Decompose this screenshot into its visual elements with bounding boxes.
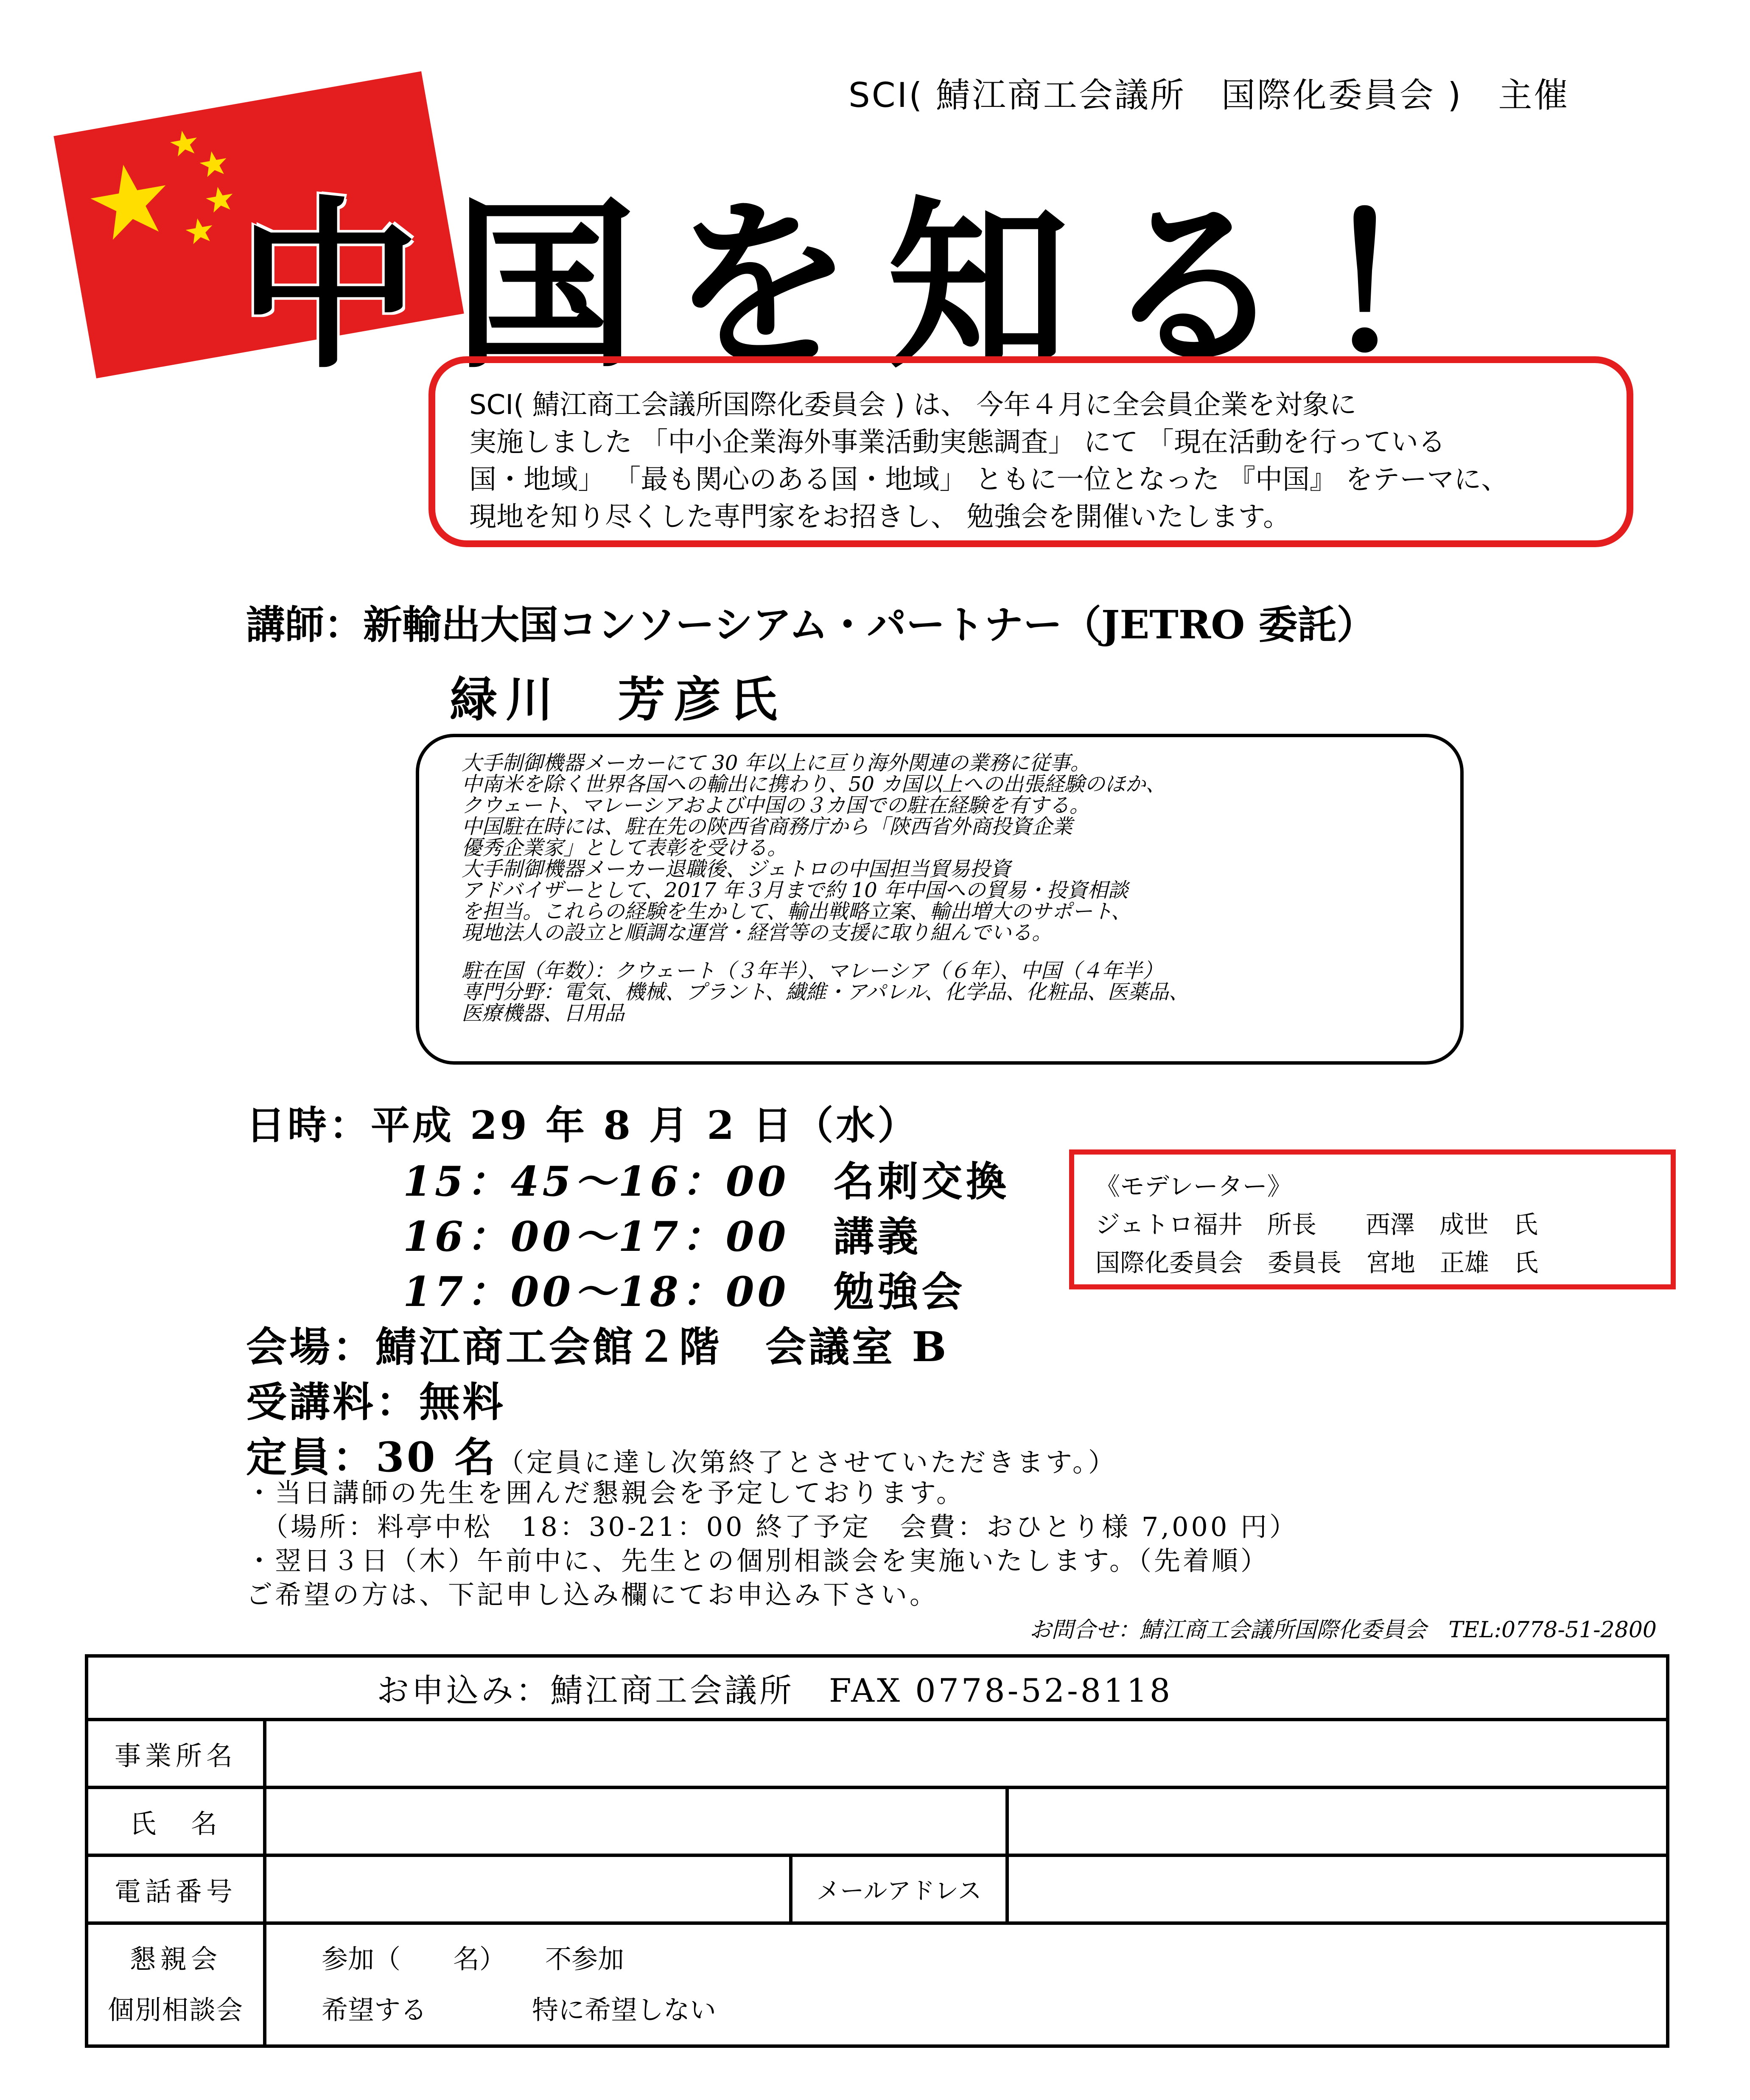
consult-options[interactable]: 希望する 特に希望しない	[322, 1994, 717, 2025]
lecturer-name: 緑川 芳彦氏	[450, 672, 786, 727]
event-date: 平成 29 年 8 月 2 日（水）	[371, 1102, 919, 1148]
contact-info: お問合せ：鯖江商工会議所国際化委員会 TEL:0778-51-2800	[1029, 1617, 1657, 1643]
bio-line: 現地法人の設立と順調な運営・経営等の支援に取り組んでいる。	[462, 921, 1053, 945]
lecturer-bio-box	[416, 734, 1464, 1065]
organizer-text: SCI( 鯖江商工会議所 国際化委員会 ) 主催	[848, 75, 1570, 115]
moderator-box	[1069, 1149, 1676, 1289]
intro-box	[428, 356, 1633, 547]
bio-line: 駐在国（年数）：クウェート（３年半）、マレーシア（６年）、中国（４年半）	[462, 959, 1163, 983]
bio-line: 大手制御機器メーカーにて 30 年以上に亘り海外関連の業務に従事。	[462, 751, 1091, 775]
application-form	[85, 1654, 1669, 2048]
party-options[interactable]: 参加（ 名） 不参加	[322, 1943, 624, 1974]
lecturer-label: 講師：	[246, 602, 364, 648]
options-field	[265, 1923, 1668, 2046]
moderator-row: ジェトロ福井 所長 西澤 成世 氏	[1095, 1210, 1538, 1239]
bio-line: アドバイザーとして、2017 年３月まで約 10 年中国への貿易・投資相談	[462, 878, 1128, 902]
venue-line: 会場：鯖江商工会館２階 会議室 B	[246, 1323, 949, 1371]
bio-line: クウェート、マレーシアおよび中国の３カ国での駐在経験を有する。	[462, 794, 1090, 817]
bio-line: 専門分野：電気、機械、プラント、繊維・アパレル、化学品、化粧品、医薬品、	[462, 980, 1189, 1004]
bio-line: 優秀企業家」として表彰を受ける。	[462, 836, 788, 860]
schedule-time: 17：00～18：00	[403, 1268, 790, 1316]
email-label: メールアドレス	[791, 1855, 1007, 1923]
schedule-time: 16：00～17：00	[403, 1213, 790, 1261]
datetime-label: 日時：	[246, 1102, 371, 1148]
schedule-item	[403, 1149, 1010, 1208]
consult-label: 個別相談会	[107, 1994, 244, 2025]
lecturer-title: 新輸出大国コンソーシアム・パートナー（JETRO 委託）	[363, 602, 1376, 648]
moderator-row: 国際化委員会 委員長 宮地 正雄 氏	[1095, 1248, 1539, 1277]
company-label: 事業所名	[87, 1720, 265, 1787]
notes-block	[246, 1476, 1298, 1612]
schedule-event: 名刺交換	[833, 1158, 1010, 1205]
options-labels	[87, 1923, 265, 2046]
note-line: （場所：料亭中松 18：30-21：00 終了予定 会費：おひとり様 7,000 円）	[246, 1511, 1299, 1542]
bio-line: 医療機器、日用品	[462, 1001, 625, 1025]
capacity-main: 定員：30 名	[246, 1433, 498, 1481]
company-field[interactable]	[265, 1720, 1668, 1787]
note-line: ・当日講師の先生を囲んだ懇親会を予定しております。	[246, 1477, 966, 1508]
name-label: 氏 名	[87, 1787, 265, 1855]
bio-line: 中国駐在時には、駐在先の陝西省商務庁から「陝西省外商投資企業	[462, 815, 1073, 839]
headline-title: 中国を知る！	[238, 179, 1536, 393]
name-field-1[interactable]	[265, 1787, 1007, 1855]
note-line: ・翌日３日（木）午前中に、先生との個別相談会を実施いたします。（先着順）	[246, 1545, 1270, 1576]
schedule-event: 講義	[833, 1213, 922, 1261]
party-label: 懇親会	[129, 1943, 221, 1974]
moderator-title: 《モデレーター》	[1095, 1172, 1292, 1201]
bio-line: を担当。これらの経験を生かして、輸出戦略立案、輸出増大のサポート、	[462, 900, 1131, 923]
bio-line	[462, 943, 1418, 960]
email-field[interactable]	[1007, 1855, 1668, 1923]
form-header: お申込み：鯖江商工会議所 FAX 0778-52-8118	[87, 1656, 1668, 1720]
bio-line: 中南米を除く世界各国への輸出に携わり、50 カ国以上への出張経験のほか、	[462, 772, 1166, 796]
intro-line: 現地を知り尽くした専門家をお招きし、 勉強会を開催いたします。	[469, 501, 1291, 533]
schedule-item	[403, 1205, 921, 1263]
note-line: ご希望の方は、下記申し込み欄にてお申込み下さい。	[246, 1579, 939, 1610]
intro-line: SCI( 鯖江商工会議所国際化委員会 ) は、 今年４月に全会員企業を対象に	[469, 389, 1357, 421]
fee-line: 受講料：無料	[246, 1378, 506, 1426]
phone-label: 電話番号	[87, 1855, 265, 1923]
schedule-event: 勉強会	[833, 1268, 966, 1316]
name-field-2[interactable]	[1007, 1787, 1668, 1855]
capacity-line	[246, 1425, 1117, 1483]
capacity-note: （定員に達し次第終了とさせていただきます。）	[498, 1447, 1117, 1478]
schedule-time: 15：45～16：00	[403, 1158, 790, 1205]
intro-line: 国・地域」 「最も関心のある国・地域」 ともに一位となった 『中国』 をテーマに、	[469, 464, 1509, 495]
schedule-item	[403, 1260, 966, 1318]
bio-line: 大手制御機器メーカー退職後、ジェトロの中国担当貿易投資	[462, 857, 1011, 881]
intro-line: 実施しました 「中小企業海外事業活動実態調査」 にて 「現在活動を行っている	[469, 427, 1446, 458]
datetime-line	[246, 1094, 919, 1150]
phone-field[interactable]	[265, 1855, 791, 1923]
lecturer-line	[246, 594, 1375, 650]
